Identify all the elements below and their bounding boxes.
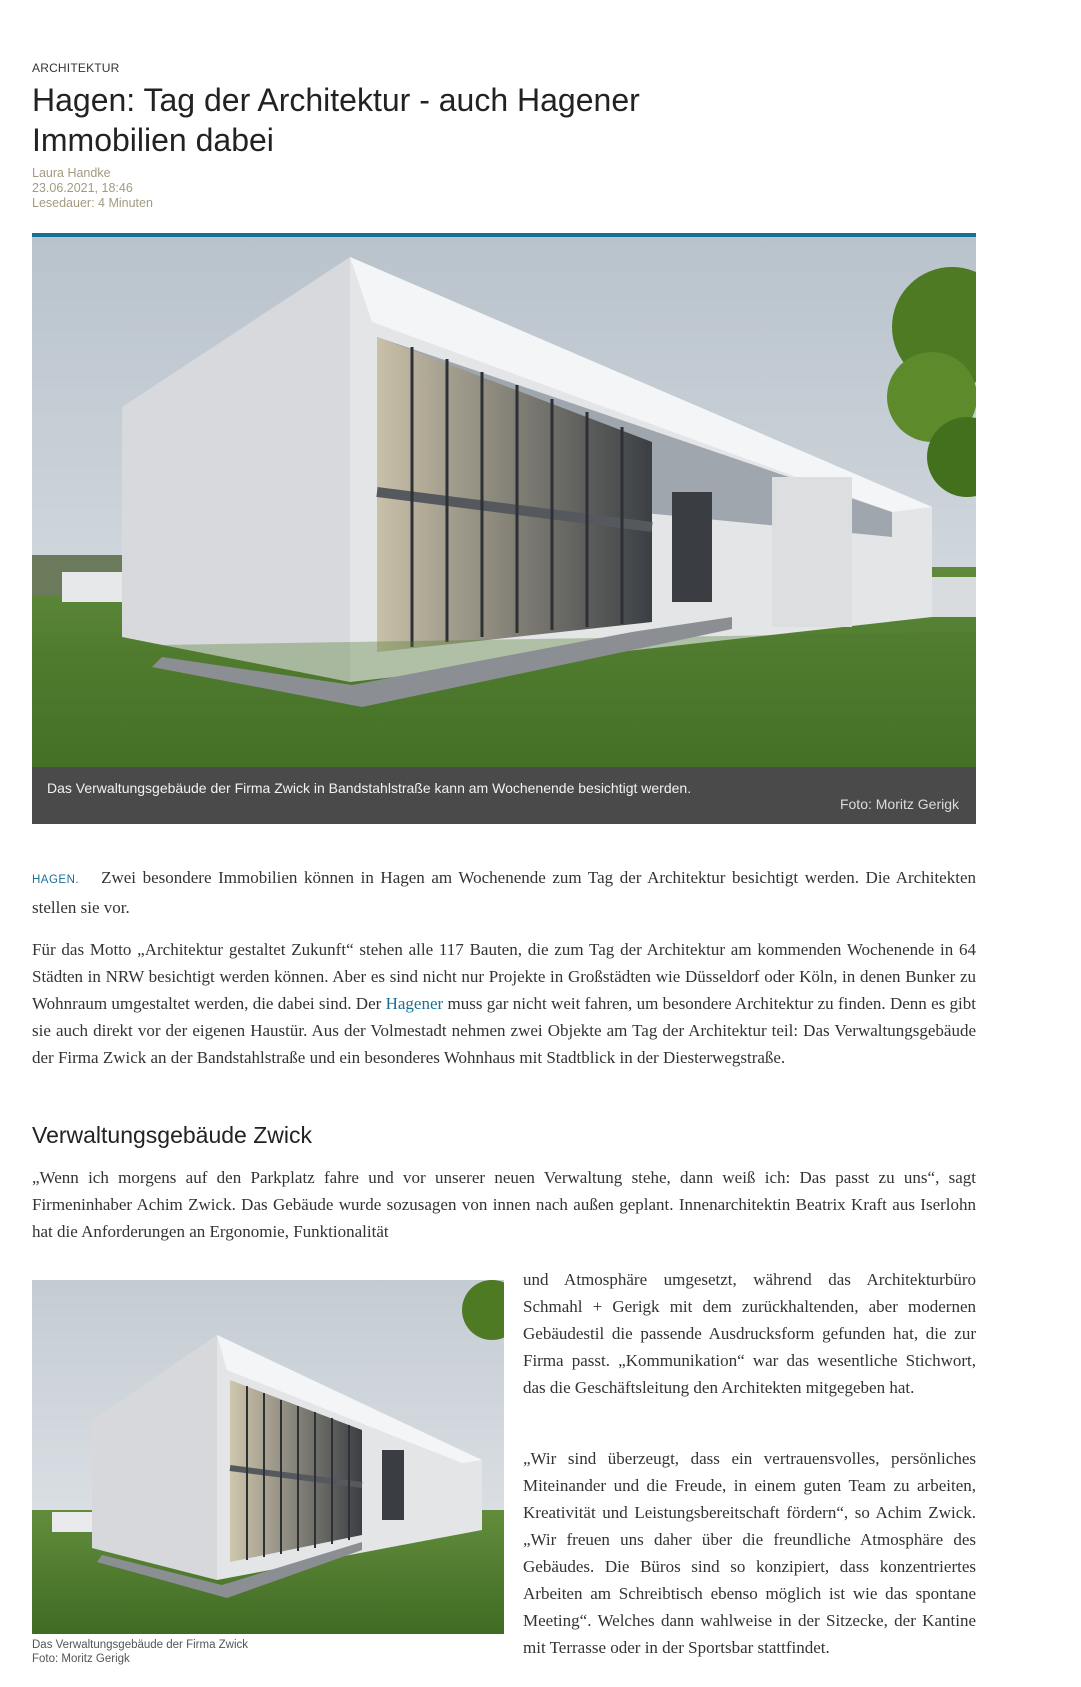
article-kicker: ARCHITEKTUR <box>32 61 120 75</box>
reading-time: Lesedauer: 4 Minuten <box>32 196 153 210</box>
hero-building-photo[interactable] <box>32 237 976 767</box>
section-heading: Verwaltungsgebäude Zwick <box>32 1122 312 1148</box>
paragraph-2-after-link: muss gar nicht weit fahren, um besondere Architektur zu finden. Denn es gibt sie auch direkt vor der eigenen Haustür. Aus der Volmestadt nehmen zwei Objekte am Tag der Architektur teil: Das Verwaltungsgebäude der Firma Zwick an der Bandstahlstraße und ein besonderes Wohnhaus mit Stadtblick in der Diesterwegstraße. <box>32 994 977 1067</box>
intro-text: Zwei besondere Immobilien können in Hagen am Wochenende zum Tag der Architektur besichtigt werden. Die Architekten stellen sie vor. <box>32 868 976 917</box>
hagen-link[interactable]: Hagener <box>385 994 444 1013</box>
hero-caption-text: Das Verwaltungsgebäude der Firma Zwick in Bandstahlstraße kann am Wochenende besichtigt werden. <box>47 780 692 796</box>
inline-caption-text: Das Verwaltungsgebäude der Firma Zwick <box>32 1639 249 1651</box>
inline-building-photo[interactable] <box>32 1280 504 1634</box>
article-author[interactable]: Laura Handke <box>32 166 111 180</box>
hero-figure <box>32 233 976 824</box>
intro-paragraph <box>32 864 976 921</box>
paragraph-2 <box>32 936 976 1071</box>
inline-figure-caption <box>32 1638 504 1666</box>
article-date: 23.06.2021, 18:46 <box>32 181 133 195</box>
paragraph-3: „Wenn ich morgens auf den Parkplatz fahre und vor unserer neuen Verwaltung stehe, dann weiß ich: Das passt zu uns“, sagt Firmeninhaber Achim Zwick. Das Gebäude wurde sozusagen von innen nach außen geplant. Innenarchitektin Beatrix Kraft aus Iserlohn hat die Anforderungen an Ergonomie, Funktionalität <box>32 1168 976 1241</box>
article-title: Hagen: Tag der Architektur - auch Hagener Immobilien dabei <box>32 82 640 158</box>
paragraph-5: „Wir sind überzeugt, dass ein vertrauensvolles, persönliches Miteinander und die Freude, in einem guten Team zu arbeiten, Kreativität und Leistungsbereitschaft fördern“, so Achim Zwick. „Wir freuen uns daher über die freundliche Atmosphäre des Gebäudes. Die Büros sind so konzipiert, dass konzentriertes Arbeiten am Schreibtisch ebenso möglich ist wie das spontane Meeting“. Welches dann wahlweise in der Sitzecke, der Kantine mit Terrasse oder in der Sportsbar stattfindet. <box>523 1449 976 1657</box>
article-meta <box>32 166 153 211</box>
inline-photo-credit: Foto: Moritz Gerigk <box>32 1653 130 1665</box>
hero-caption <box>32 767 976 824</box>
inline-figure <box>32 1280 504 1666</box>
paragraph-2-before-link: Für das Motto „Architektur gestaltet Zukunft“ stehen alle 117 Bauten, die zum Tag der Architektur am kommenden Wochenende in 64 Städten in NRW besichtigt werden können. Aber es sind nicht nur Projekte in Großstädten wie Düsseldorf oder Köln, in denen Bunker zu Wohnraum umgestaltet werden, die dabei sind. Der <box>32 940 976 1013</box>
paragraph-4: und Atmosphäre umgesetzt, während das Architekturbüro Schmahl + Gerigk mit dem zurückhaltenden, aber modernen Gebäudestil die passende Ausdrucksform gefunden hat, die zur Firma passt. „Kommunikation“ war das wesentliche Stichwort, das die Geschäftsleitung den Architekten mitgegeben hat. <box>523 1270 976 1397</box>
hero-photo-credit: Foto: Moritz Gerigk <box>839 796 959 812</box>
dateline: HAGEN. <box>32 874 80 886</box>
